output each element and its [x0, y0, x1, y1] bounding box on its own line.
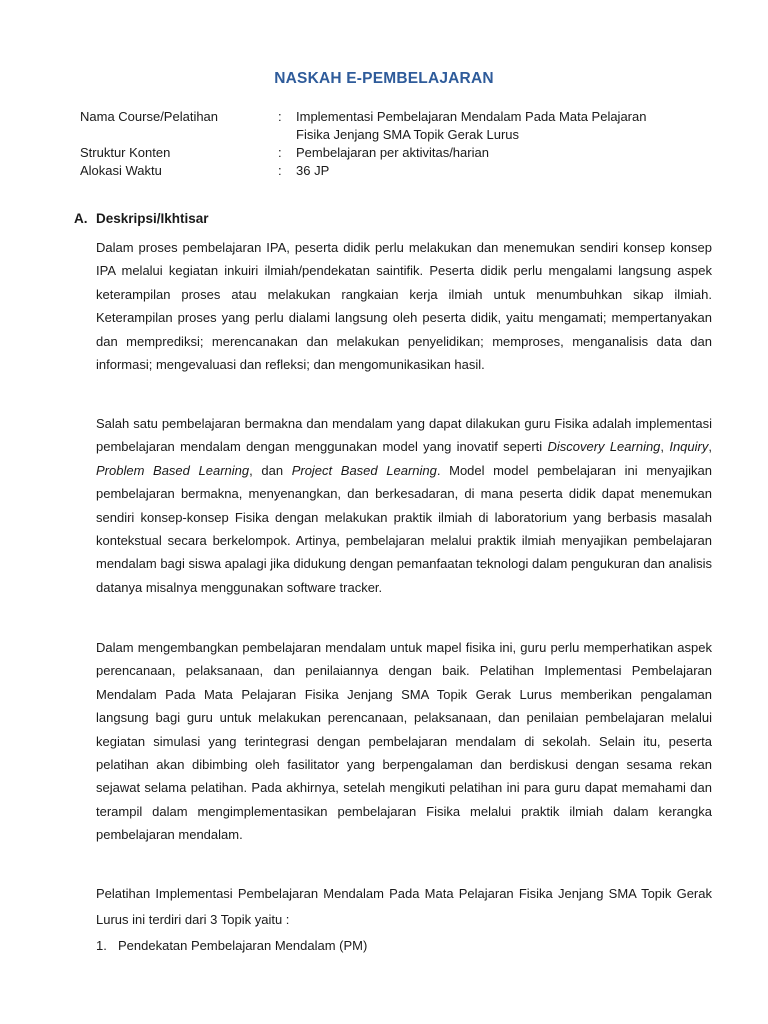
paragraph-4 — [96, 881, 712, 933]
topic-list — [96, 936, 367, 956]
structure-label: Struktur Konten — [80, 145, 171, 160]
course-value-line2: Fisika Jenjang SMA Topik Gerak Lurus — [296, 127, 520, 142]
model-project-based-learning: Project Based Learning — [291, 462, 437, 478]
model-discovery-learning: Discovery Learning — [547, 439, 661, 455]
list-item-label: Pendekatan Pembelajaran Mendalam (PM) — [118, 938, 368, 953]
course-value — [296, 108, 720, 144]
colon: : — [278, 109, 282, 124]
paragraph-2-part2: . Model model pembelajaran ini menyajikan pembelajaran bermakna, menyenangkan, dan berkesadaran, di mana peserta didik dapat menemukan sendiri konsep-konsep Fisika dengan melakukan praktik ilmiah di laboratorium yang berbasis masalah kontekstual secara berkelompok. Artinya, pembelajaran melalui praktik ilmiah menyajikan pembelajaran mendalam bagi siswa apalagi jika didukung dengan pemanfaatan teknologi dalam pengukuran dan analisis datanya misalnya menggunakan software tracker. — [96, 462, 712, 595]
time-value: 36 JP — [296, 163, 330, 178]
meta-row-time — [80, 162, 720, 180]
list-item — [96, 936, 367, 956]
time-label: Alokasi Waktu — [80, 163, 162, 178]
section-title: Deskripsi/Ikhtisar — [96, 211, 209, 226]
list-item-number: 1. — [96, 938, 107, 953]
course-label: Nama Course/Pelatihan — [80, 109, 219, 124]
course-value-line1: Implementasi Pembelajaran Mendalam Pada Mata Pelajaran — [296, 109, 647, 124]
model-problem-based-learning: Problem Based Learning — [96, 462, 250, 478]
separator: , dan — [249, 462, 292, 478]
paragraph-4-text: Pelatihan Implementasi Pembelajaran Mendalam Pada Mata Pelajaran Fisika Jenjang SMA Topik Gerak Lurus ini terdiri dari 3 Topik yaitu : — [96, 886, 712, 927]
structure-value: Pembelajaran per aktivitas/harian — [296, 145, 489, 160]
section-a-heading — [74, 211, 209, 226]
meta-row-structure — [80, 144, 720, 162]
colon: : — [278, 163, 282, 178]
paragraph-2-part1: Salah satu pembelajaran bermakna dan mendalam yang dapat dilakukan guru Fisika adalah implementasi pembelajaran mendalam dengan menggunakan model yang inovatif seperti — [96, 416, 712, 455]
paragraph-3-text: Dalam mengembangkan pembelajaran mendalam untuk mapel fisika ini, guru perlu memperhatikan aspek perencanaan, pelaksanaan, dan penilaiannya dengan baik. Pelatihan Implementasi Pembelajaran Mendalam Pada Mata Pelajaran Fisika Jenjang SMA Topik Gerak Lurus memberikan pengalaman langsung bagi guru untuk melakukan perencanaan, pelaksanaan, dan penilaian pembelajaran melalui kegiatan simulasi yang terintegrasi dengan pembelajaran mendalam di sekolah. Selain itu, peserta pelatihan akan dibimbing oleh fasilitator yang berpengalaman dan berdiskusi dengan sesama rekan sejawat selama pelatihan. Pada akhirnya, setelah mengikuti pelatihan ini para guru dapat memahami dan terampil dalam mengimplementasikan pembelajaran Fisika melalui praktik ilmiah dalam kerangka pembelajaran mendalam. — [96, 640, 712, 843]
paragraph-2-text — [96, 412, 712, 599]
section-number: A. — [74, 211, 88, 226]
colon: : — [278, 145, 282, 160]
paragraph-2 — [96, 412, 712, 599]
model-inquiry: Inquiry — [669, 439, 709, 455]
separator: , — [660, 439, 670, 455]
paragraph-1 — [96, 236, 712, 376]
separator: , — [708, 439, 712, 455]
meta-row-course — [80, 108, 720, 144]
course-meta-table — [80, 108, 720, 180]
document-title: NASKAH E-PEMBELAJARAN — [274, 70, 494, 87]
paragraph-3 — [96, 636, 712, 847]
paragraph-1-text: Dalam proses pembelajaran IPA, peserta didik perlu melakukan dan menemukan sendiri konsep konsep IPA melalui kegiatan inkuiri ilmiah/pendekatan saintifik. Peserta didik perlu mengalami langsung aspek keterampilan proses atau melakukan rangkaian kerja ilmiah untuk menumbuhkan sikap ilmiah. Keterampilan proses yang perlu dialami langsung oleh peserta didik, yaitu mengamati; mempertanyakan dan memprediksi; merencanakan dan melakukan penyelidikan; memproses, menganalisis data dan informasi; mengevaluasi dan refleksi; dan mengomunikasikan hasil. — [96, 240, 712, 373]
